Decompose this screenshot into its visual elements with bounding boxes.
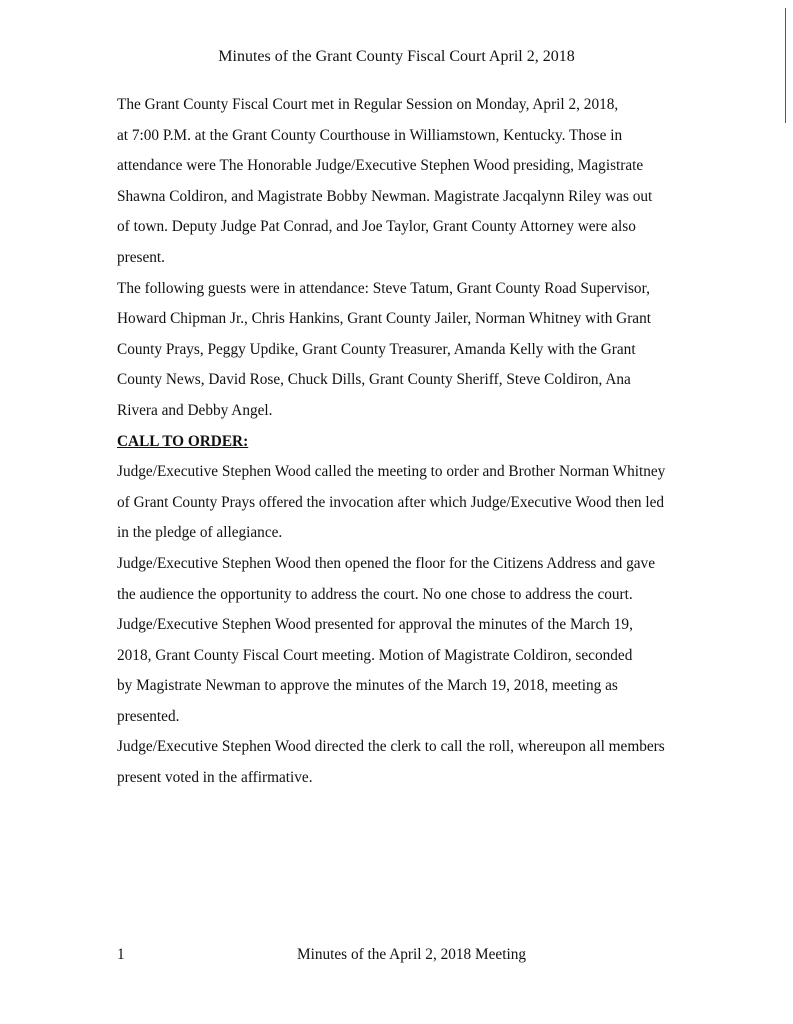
body-line: at 7:00 P.M. at the Grant County Courthouse in Williamstown, Kentucky. Those in bbox=[117, 126, 623, 144]
section-heading: CALL TO ORDER: bbox=[117, 432, 249, 450]
footer-title: Minutes of the April 2, 2018 Meeting bbox=[296, 946, 526, 963]
section-line: Judge/Executive Stephen Wood presented for approval the minutes of the March 19, bbox=[117, 616, 633, 634]
section-line: present voted in the affirmative. bbox=[117, 769, 313, 787]
document-body bbox=[117, 90, 717, 794]
body-line: Shawna Coldiron, and Magistrate Bobby Newman. Magistrate Jacqalynn Riley was out bbox=[117, 187, 653, 205]
body-line: County Prays, Peggy Updike, Grant County Treasurer, Amanda Kelly with the Grant bbox=[117, 340, 636, 358]
body-line: attendance were The Honorable Judge/Executive Stephen Wood presiding, Magistrate bbox=[117, 157, 644, 175]
section-line: 2018, Grant County Fiscal Court meeting. Motion of Magistrate Coldiron, seconded bbox=[117, 646, 633, 664]
page-header: Minutes of the Grant County Fiscal Court April 2, 2018 bbox=[218, 48, 575, 65]
body-line: The Grant County Fiscal Court met in Regular Session on Monday, April 2, 2018, bbox=[117, 96, 619, 113]
page-number: 1 bbox=[117, 946, 125, 963]
section-line: Judge/Executive Stephen Wood directed the clerk to call the roll, whereupon all members bbox=[117, 738, 665, 756]
section-line: the audience the opportunity to address the court. No one chose to address the court. bbox=[117, 585, 633, 603]
section-line: Judge/Executive Stephen Wood then opened the floor for the Citizens Address and gave bbox=[117, 554, 655, 572]
body-line: present. bbox=[117, 248, 165, 266]
body-line: Howard Chipman Jr., Chris Hankins, Grant County Jailer, Norman Whitney with Grant bbox=[117, 310, 651, 328]
section-line: of Grant County Prays offered the invocation after which Judge/Executive Wood then led bbox=[117, 493, 665, 511]
section-line: Judge/Executive Stephen Wood called the meeting to order and Brother Norman Whitney bbox=[117, 463, 666, 481]
section-line: presented. bbox=[117, 707, 180, 725]
section-line: by Magistrate Newman to approve the minutes of the March 19, 2018, meeting as bbox=[117, 677, 618, 695]
body-line: of town. Deputy Judge Pat Conrad, and Joe Taylor, Grant County Attorney were also bbox=[117, 218, 636, 236]
body-line: Rivera and Debby Angel. bbox=[117, 401, 273, 419]
body-line: The following guests were in attendance: Steve Tatum, Grant County Road Supervisor, bbox=[117, 279, 650, 297]
section-line: in the pledge of allegiance. bbox=[117, 524, 283, 542]
body-line: County News, David Rose, Chuck Dills, Grant County Sheriff, Steve Coldiron, Ana bbox=[117, 371, 631, 389]
